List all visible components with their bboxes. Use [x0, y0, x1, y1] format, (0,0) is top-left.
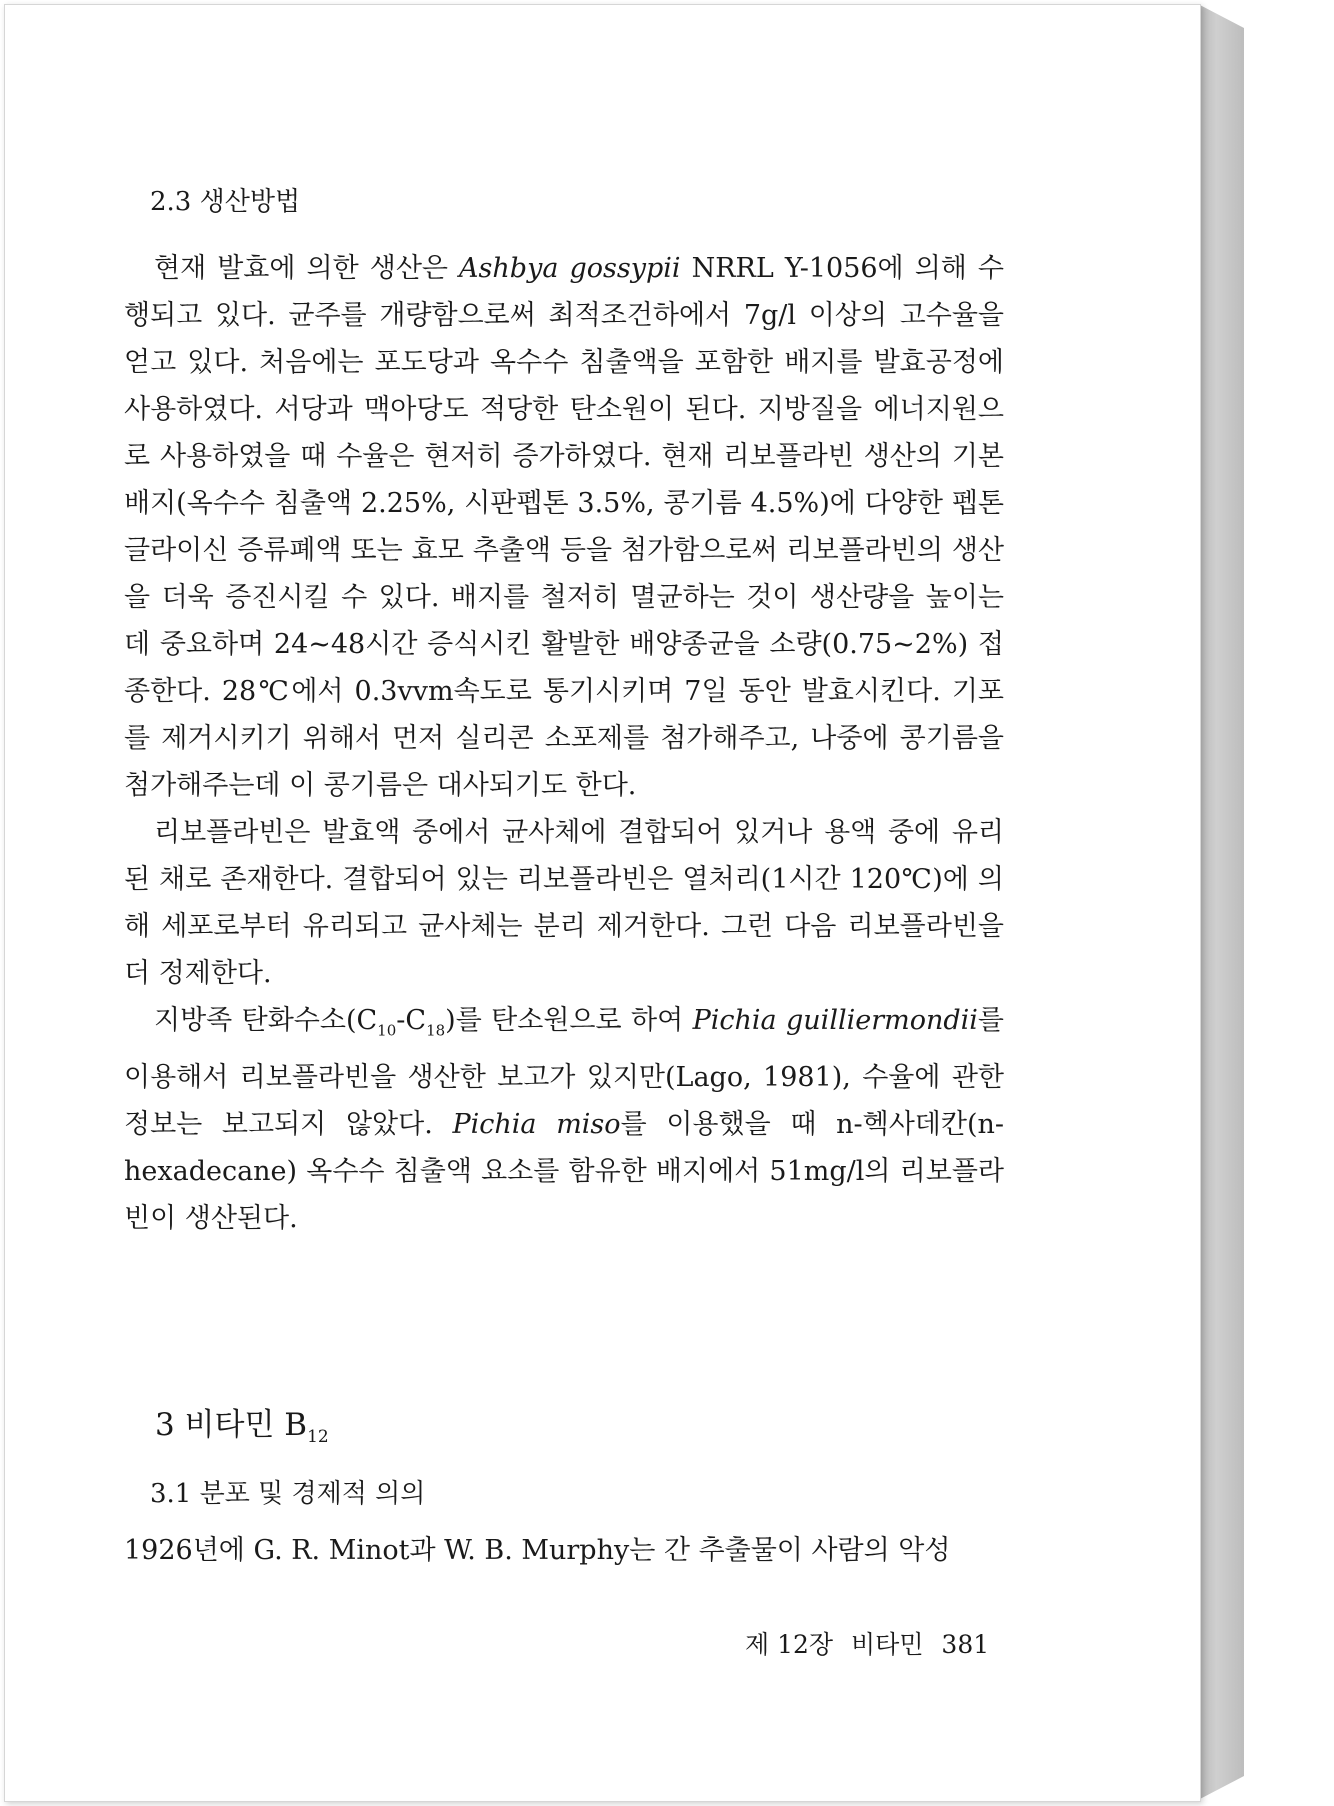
page-footer: [745, 1625, 999, 1661]
book-page: [4, 4, 1201, 1802]
section-3-body: [124, 1527, 1004, 1574]
subscript-c10: 10: [377, 1021, 397, 1040]
species-name-ashbya: Ashbya gossypii: [459, 253, 681, 284]
page-stack-edge: [1198, 4, 1244, 1800]
paragraph-3-text-e: 를 이용했을 때 n-헥사데칸(n-hexadecane) 옥수수 침출액 요소를 함유한 배지에서 51mg/l의 리보플라빈이 생산된다.: [124, 1109, 1004, 1235]
section-heading-3-text: 3 비타민 B: [155, 1407, 308, 1443]
paragraph-3: [124, 997, 1004, 1242]
section-heading-3-subscript: 12: [307, 1427, 329, 1448]
paragraph-3-text-b: -C: [396, 1005, 427, 1036]
paragraph-3-text-a: 지방족 탄화수소(C: [154, 1005, 378, 1036]
paragraph-3-text-d: 를 이용해서 리보플라빈을 생산한 보고가 있지만(Lago, 1981), 수율에 관한 정보는 보고되지 않았다.: [124, 1005, 1005, 1141]
section-2-3-body: [124, 245, 1004, 1242]
section-heading-2-3: 2.3 생산방법: [150, 187, 301, 217]
paragraph-1-text-a: 현재 발효에 의한 생산은: [154, 253, 460, 284]
footer-chapter-title: 비타민: [851, 1630, 924, 1659]
page-number: 381: [941, 1630, 990, 1659]
paragraph-1: [124, 245, 1004, 809]
paragraph-3-text-c: )를 탄소원으로 하여: [445, 1005, 693, 1036]
paragraph-2: [124, 809, 1004, 997]
species-name-pichia-guilliermondii: Pichia guilliermondii: [692, 1005, 978, 1036]
subscript-c18: 18: [426, 1021, 446, 1040]
paragraph-4-text: 1926년에 G. R. Minot과 W. B. Murphy는 간 추출물이 사람의 악성: [124, 1535, 951, 1566]
footer-chapter: 제 12장: [745, 1630, 834, 1659]
section-heading-3: [155, 1399, 329, 1447]
subsection-heading-3-1: 3.1 분포 및 경제적 의의: [150, 1479, 426, 1509]
paragraph-1-text-b: NRRL Y-1056에 의해 수행되고 있다. 균주를 개량함으로써 최적조건하에서 7g/l 이상의 고수율을 얻고 있다. 처음에는 포도당과 옥수수 침출액을 포함한 배지를 발효공정에 사용하였다. 서당과 맥아당도 적당한 탄소원이 된다. 지방질을 에너지원으로 사용하였을 때 수율은 현저히 증가하였다. 현재 리보플라빈 생산의 기본 배지(옥수수 침출액 2.25%, 시판펩톤 3.5%, 콩기름 4.5%)에 다양한 펩톤 글라이신 증류폐액 또는 효모 추출액 등을 첨가함으로써 리보플라빈의 생산을 더욱 증진시킬 수 있다. 배지를 철저히 멸균하는 것이 생산량을 높이는 데 중요하며 24~48시간 증식시킨 활발한 배양종균을 소량(0.75~2%) 접종한다. 28℃에서 0.3vvm속도로 통기시키며 7일 동안 발효시킨다. 기포를 제거시키기 위해서 먼저 실리콘 소포제를 첨가해주고, 나중에 콩기름을 첨가해주는데 이 콩기름은 대사되기도 한다.: [124, 253, 1004, 801]
paragraph-4: [124, 1527, 1004, 1574]
species-name-pichia-miso: Pichia miso: [452, 1109, 621, 1141]
paragraph-2-text: 리보플라빈은 발효액 중에서 균사체에 결합되어 있거나 용액 중에 유리된 채로 존재한다. 결합되어 있는 리보플라빈은 열처리(1시간 120℃)에 의해 세포로부터 유리되고 균사체는 분리 제거한다. 그런 다음 리보플라빈을 더 정제한다.: [124, 817, 1004, 989]
